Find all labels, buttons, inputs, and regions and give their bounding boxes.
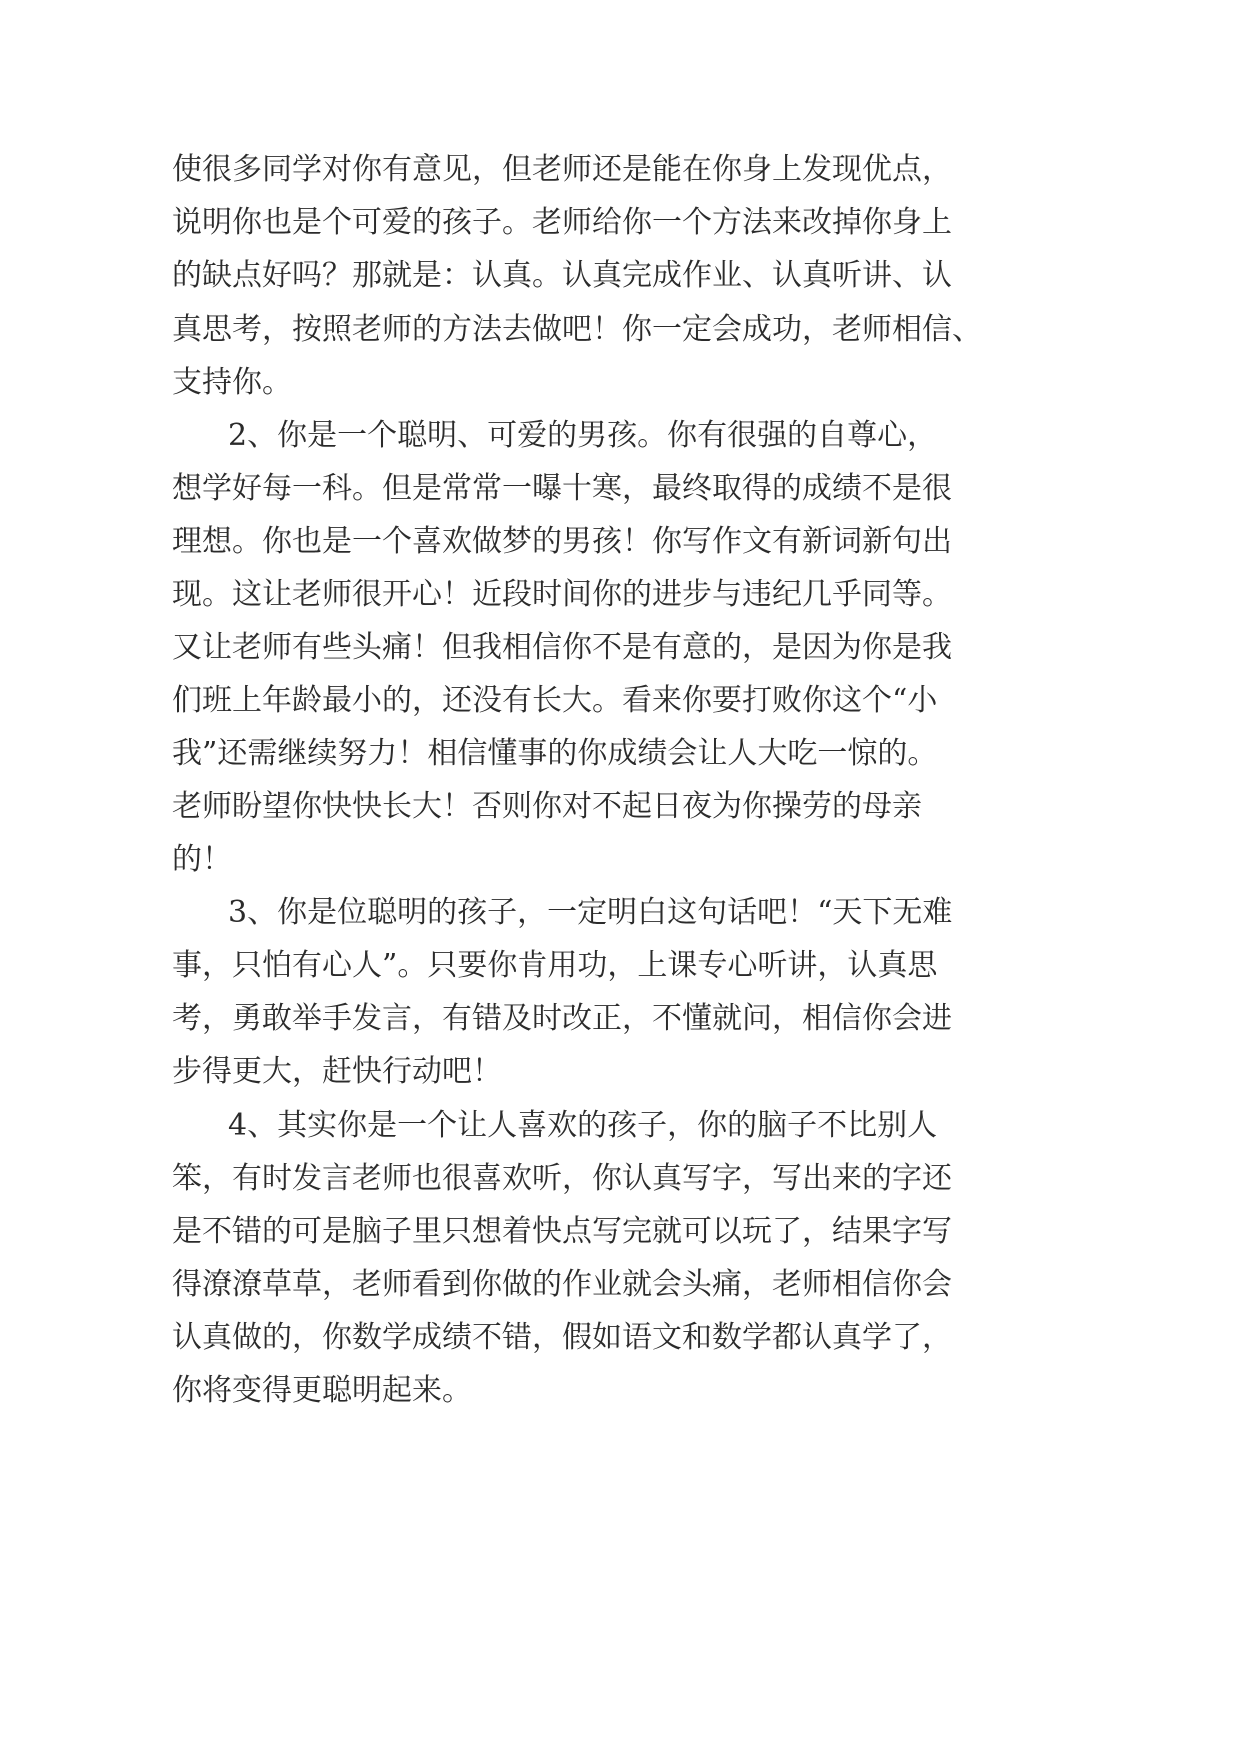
line-text: 说明你也是个可爱的孩子。老师给你一个方法来改掉你身上 bbox=[172, 205, 952, 240]
text-line bbox=[0, 1265, 1241, 1305]
line-text: 的！ bbox=[172, 842, 232, 877]
text-line bbox=[0, 575, 1241, 615]
text-line bbox=[0, 1318, 1241, 1358]
text-line bbox=[0, 310, 1241, 350]
line-text: 认真做的，你数学成绩不错，假如语文和数学都认真学了， bbox=[172, 1320, 952, 1355]
text-line bbox=[0, 150, 1241, 190]
text-line bbox=[0, 787, 1241, 827]
text-line bbox=[0, 1371, 1241, 1411]
text-line bbox=[0, 1159, 1241, 1199]
text-line bbox=[0, 469, 1241, 509]
line-text: 4、其实你是一个让人喜欢的孩子，你的脑子不比别人 bbox=[228, 1108, 938, 1143]
line-text: 2、你是一个聪明、可爱的男孩。你有很强的自尊心， bbox=[228, 418, 938, 453]
text-line bbox=[0, 522, 1241, 562]
text-line bbox=[0, 628, 1241, 668]
text-line bbox=[0, 416, 1241, 456]
text-line bbox=[0, 363, 1241, 403]
line-text: 是不错的可是脑子里只想着快点写完就可以玩了，结果字写 bbox=[172, 1214, 952, 1249]
line-text: 考，勇敢举手发言，有错及时改正，不懂就问，相信你会进 bbox=[172, 1001, 952, 1036]
text-line bbox=[0, 999, 1241, 1039]
text-line bbox=[0, 1212, 1241, 1252]
text-line bbox=[0, 1106, 1241, 1146]
line-text: 想学好每一科。但是常常一曝十寒，最终取得的成绩不是很 bbox=[172, 471, 952, 506]
line-text: 笨，有时发言老师也很喜欢听，你认真写字，写出来的字还 bbox=[172, 1161, 952, 1196]
line-text: 我”还需继续努力！相信懂事的你成绩会让人大吃一惊的。 bbox=[172, 736, 938, 771]
line-text: 3、你是位聪明的孩子，一定明白这句话吧！“天下无难 bbox=[228, 895, 953, 930]
line-text: 支持你。 bbox=[172, 365, 292, 400]
line-text: 使很多同学对你有意见，但老师还是能在你身上发现优点， bbox=[172, 152, 952, 187]
line-text: 现。这让老师很开心！近段时间你的进步与违纪几乎同等。 bbox=[172, 577, 952, 612]
text-line bbox=[0, 946, 1241, 986]
line-text: 你将变得更聪明起来。 bbox=[172, 1373, 472, 1408]
text-line bbox=[0, 840, 1241, 880]
line-text: 得潦潦草草，老师看到你做的作业就会头痛，老师相信你会 bbox=[172, 1267, 952, 1302]
line-text: 老师盼望你快快长大！否则你对不起日夜为你操劳的母亲 bbox=[172, 789, 922, 824]
line-text: 们班上年龄最小的，还没有长大。看来你要打败你这个“小 bbox=[172, 683, 938, 718]
text-line bbox=[0, 893, 1241, 933]
line-text: 事，只怕有心人”。只要你肯用功，上课专心听讲，认真思 bbox=[172, 948, 938, 983]
line-text: 的缺点好吗？那就是：认真。认真完成作业、认真听讲、认 bbox=[172, 258, 952, 293]
text-line bbox=[0, 256, 1241, 296]
text-line bbox=[0, 1052, 1241, 1092]
line-text: 真思考，按照老师的方法去做吧！你一定会成功，老师相信、 bbox=[172, 312, 982, 347]
line-text: 又让老师有些头痛！但我相信你不是有意的，是因为你是我 bbox=[172, 630, 952, 665]
text-line bbox=[0, 734, 1241, 774]
line-text: 理想。你也是一个喜欢做梦的男孩！你写作文有新词新句出 bbox=[172, 524, 952, 559]
text-line bbox=[0, 681, 1241, 721]
line-text: 步得更大，赶快行动吧！ bbox=[172, 1054, 502, 1089]
text-line bbox=[0, 203, 1241, 243]
